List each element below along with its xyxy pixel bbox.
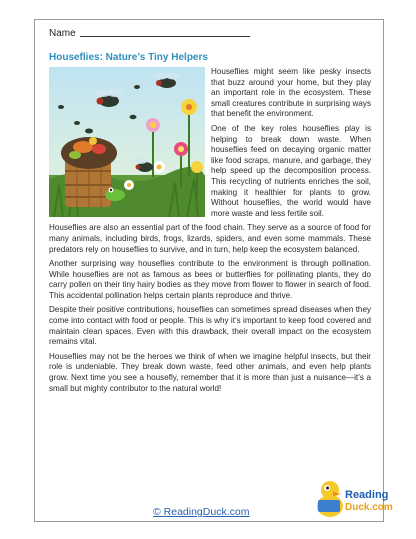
- worksheet-page: [34, 19, 393, 522]
- article-body: [49, 67, 371, 398]
- readingduck-link[interactable]: © ReadingDuck.com: [153, 506, 250, 518]
- readingduck-logo: [314, 476, 393, 520]
- paragraph-3: Houseflies are also an essential part of the food chain. They serve as a source of food for many animals, including birds, frogs, lizards, spiders, and even some mammals. These predators rely on houseflies to survive, and in turn, help keep the ecosystem balanced.: [49, 223, 371, 254]
- paragraph-1: Houseflies might seem like pesky insects that buzz around your home, but they play an important role in the ecosystem. These small creatures contribute in surprising ways that benefit the environment.: [211, 67, 371, 119]
- name-field[interactable]: [49, 28, 250, 39]
- garden-flies-picture: [49, 67, 205, 217]
- paragraph-6: Houseflies may not be the heroes we think of when we imagine helpful insects, but their role is undeniable. They break down waste, feed other animals, and even help plants grow. Next time you see a housefly, remember that it is more than just a nuisance—it’s a small but mighty contributor to the natural world!: [49, 351, 371, 393]
- name-blank-line[interactable]: [80, 36, 250, 37]
- housefly-illustration: [49, 67, 205, 217]
- article-title: Houseflies: Nature’s Tiny Helpers: [49, 52, 208, 63]
- logo-text-reading: Reading: [345, 489, 389, 501]
- paragraph-5: Despite their positive contributions, houseflies can sometimes spread diseases when they come into contact with food or people. This is why it’s important to keep food covered and maintain clean spaces. Even with this drawback, their overall impact on the ecosystem remains vital.: [49, 305, 371, 347]
- duck-icon: [317, 481, 343, 517]
- paragraph-2: One of the key roles houseflies play is helping to break down waste. When houseflies feed on decaying organic matter like food scraps, manure, and garbage, they help speed up the decomposition process. This recycling of nutrients enriches the soil, making it healthier for plants to grow. Without houseflies, the world would have more waste and less fertile soil.: [211, 123, 371, 218]
- name-label: Name: [49, 28, 76, 39]
- logo-text-duck: Duck.com: [345, 502, 393, 513]
- paragraph-4: Another surprising way houseflies contribute to the environment is through pollination. While houseflies are not as famous as bees or butterflies for pollinating plants, they do carry pollen on their tiny hairy bodies as they move from flower to flower in search of food. This accidental pollination helps certain plants reproduce and thrive.: [49, 259, 371, 300]
